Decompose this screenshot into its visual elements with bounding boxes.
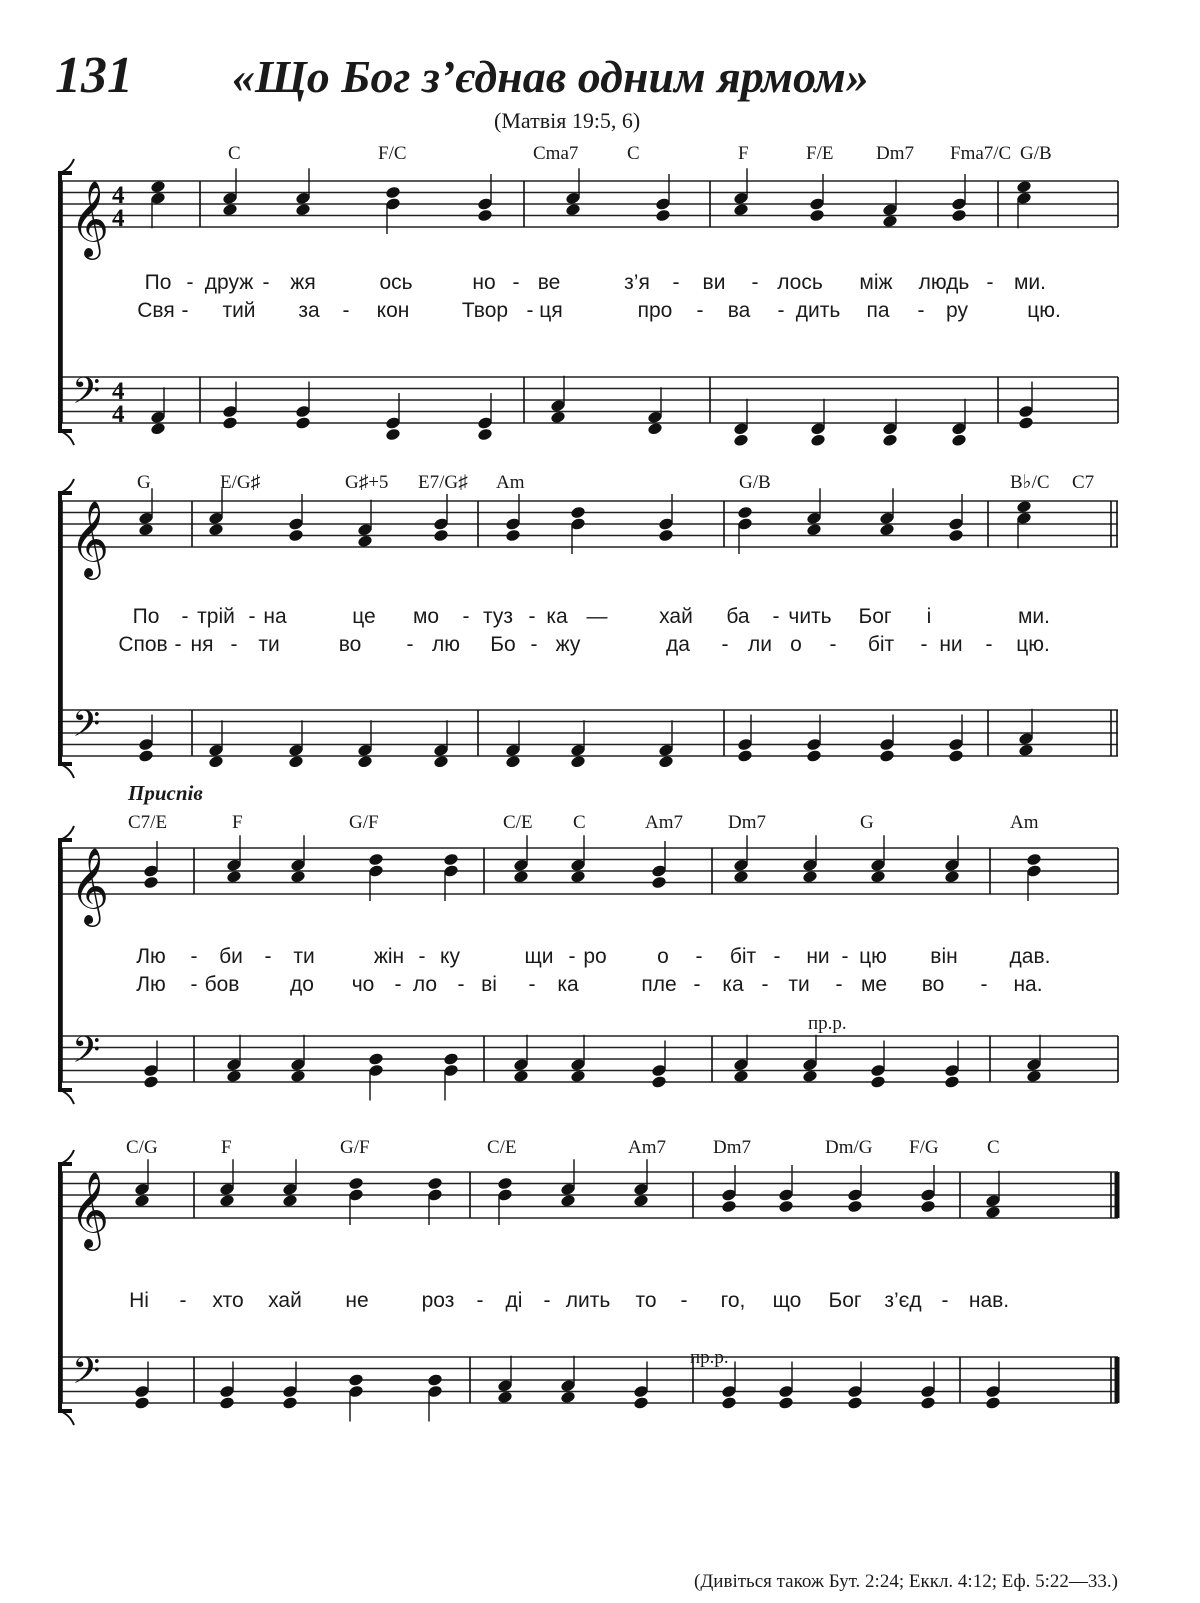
lyric-syllable: -: [568, 945, 576, 968]
treble-clef: 𝄞: [70, 1171, 110, 1248]
notehead: [647, 422, 663, 436]
notehead: [658, 755, 674, 769]
lyric-syllable: -: [693, 973, 701, 996]
notehead: [208, 755, 224, 769]
lyric-syllable: ни: [939, 633, 963, 656]
lyric-syllable: це: [352, 605, 376, 628]
lyric-syllable: -: [462, 605, 470, 628]
notehead: [513, 870, 529, 884]
notehead: [733, 203, 749, 217]
chord-symbol: Cma7: [533, 143, 579, 164]
bracket-hook: [60, 1411, 74, 1425]
lyric-syllable: па: [866, 299, 890, 322]
notehead: [570, 755, 586, 769]
notehead: [357, 755, 373, 769]
time-signature-top: 4: [112, 182, 125, 209]
scripture-reference: (Матвія 19:5, 6): [494, 108, 641, 133]
chord-symbol: F: [221, 1137, 232, 1158]
lyric-syllable: -: [920, 633, 928, 656]
notehead: [357, 534, 373, 548]
notehead: [658, 528, 674, 542]
lyric-syllable: ти: [293, 945, 315, 968]
lyric-syllable: трій: [197, 605, 235, 628]
lyric-syllable: біт: [729, 945, 757, 968]
notehead: [985, 1205, 1001, 1219]
notehead: [348, 1176, 364, 1190]
chord-symbol: F: [738, 143, 749, 164]
treble-clef: 𝄞: [70, 847, 110, 924]
lyric-syllable: людь: [918, 271, 970, 294]
chord-symbol: G/B: [1020, 143, 1052, 164]
notehead: [948, 528, 964, 542]
bracket-hook: [60, 431, 74, 445]
chord-symbol: E/G♯: [220, 472, 261, 493]
lyric-syllable: -: [186, 271, 194, 294]
lyric-syllable: між: [859, 271, 893, 294]
lyric-syllable: Ні: [129, 1289, 149, 1312]
chord-symbol: Fma7/C: [950, 143, 1012, 164]
lyric-syllable: но: [472, 271, 496, 294]
lyric-syllable: -: [230, 633, 238, 656]
lyric-syllable: ба: [726, 605, 750, 628]
chord-symbol: C: [627, 143, 640, 164]
lyric-syllable: -: [190, 945, 198, 968]
notehead: [737, 505, 753, 519]
lyric-syllable: ти: [258, 633, 280, 656]
lyric-syllable: хто: [212, 1289, 244, 1312]
chord-symbol: F/E: [806, 143, 834, 164]
chord-symbol: Am: [496, 472, 525, 493]
notehead: [138, 523, 154, 537]
notehead: [497, 1390, 513, 1404]
notehead: [427, 1373, 443, 1387]
lyric-syllable: про: [637, 299, 673, 322]
lyric-syllable: цю.: [1027, 299, 1061, 322]
notehead: [134, 1194, 150, 1208]
notehead: [737, 749, 753, 763]
lyric-syllable: -: [181, 299, 189, 322]
notehead: [655, 208, 671, 222]
lyric-syllable: ро: [583, 945, 607, 968]
lyric-syllable: ли: [748, 633, 772, 656]
lyric-syllable: -: [986, 271, 994, 294]
notehead: [222, 416, 238, 430]
notehead: [290, 870, 306, 884]
notehead: [348, 1373, 364, 1387]
bracket-hook: [60, 159, 74, 173]
lyric-syllable: -: [917, 299, 925, 322]
chord-symbol: C7: [1072, 472, 1095, 493]
notehead: [138, 749, 154, 763]
lyric-syllable: Лю: [136, 945, 166, 968]
performance-annotation: пр.р.: [690, 1347, 729, 1368]
lyric-syllable: -: [528, 605, 536, 628]
chord-symbol: Dm7: [713, 1137, 751, 1158]
lyric-syllable: -: [181, 605, 189, 628]
chord-symbol: G: [860, 812, 874, 833]
lyric-syllable: -: [777, 299, 785, 322]
notehead: [560, 1194, 576, 1208]
lyric-syllable: друж: [204, 271, 254, 294]
notehead: [879, 749, 895, 763]
song-title: «Що Бог з’єднав одним ярмом»: [232, 51, 869, 102]
notehead: [944, 1075, 960, 1089]
lyric-syllable: -: [457, 973, 465, 996]
notehead: [633, 1194, 649, 1208]
lyric-syllable: -: [721, 633, 729, 656]
lyric-syllable: ве: [537, 271, 561, 294]
chord-symbol: Dm7: [876, 143, 914, 164]
notehead: [150, 180, 166, 194]
lyric-syllable: ось: [379, 271, 413, 294]
lyric-syllable: -: [773, 945, 781, 968]
lyric-syllable: -: [179, 1289, 187, 1312]
notehead: [847, 1199, 863, 1213]
notehead: [226, 870, 242, 884]
notehead: [433, 528, 449, 542]
lyric-syllable: лю: [431, 633, 461, 656]
lyric-syllable: -: [980, 973, 988, 996]
footer-references: (Дивіться також Бут. 2:24; Еккл. 4:12; Еф. 5:22—33.): [694, 1571, 1118, 1592]
lyric-syllable: Лю: [136, 973, 166, 996]
notehead: [565, 203, 581, 217]
notehead: [433, 755, 449, 769]
lyric-syllable: на: [263, 605, 287, 628]
lyric-syllable: лить: [565, 1289, 611, 1312]
notehead: [443, 1052, 459, 1066]
lyric-syllable: ка: [546, 605, 568, 628]
lyric-syllable: ка: [557, 973, 579, 996]
notehead: [920, 1396, 936, 1410]
lyric-syllable: що: [772, 1289, 802, 1312]
notehead: [721, 1396, 737, 1410]
notehead: [651, 875, 667, 889]
chord-symbol: G♯+5: [345, 472, 389, 493]
lyric-syllable: ня: [190, 633, 214, 656]
chord-symbol: C/E: [487, 1137, 517, 1158]
chord-symbol: C: [228, 143, 241, 164]
lyric-syllable: дав.: [1009, 945, 1051, 968]
lyric-syllable: -: [512, 271, 520, 294]
lyric-syllable: туз: [483, 605, 513, 628]
notehead: [733, 1069, 749, 1083]
notehead: [985, 1396, 1001, 1410]
chord-symbol: Am7: [645, 812, 683, 833]
notehead: [550, 410, 566, 424]
lyric-syllable: тий: [222, 299, 256, 322]
lyric-syllable: -: [248, 605, 256, 628]
lyric-syllable: ме: [860, 973, 888, 996]
lyric-syllable: ми.: [1017, 605, 1051, 628]
lyric-syllable: він: [930, 945, 958, 968]
lyric-syllable: ви: [702, 271, 726, 294]
chord-symbol: C/G: [126, 1137, 158, 1158]
lyric-syllable: з’я: [624, 271, 650, 294]
notehead: [570, 1069, 586, 1083]
notehead: [721, 1199, 737, 1213]
notehead: [134, 1396, 150, 1410]
song-number: 131: [55, 47, 133, 104]
performance-annotation: пр.р.: [808, 1013, 847, 1034]
lyric-syllable: о: [657, 945, 669, 968]
notehead: [226, 1069, 242, 1083]
lyric-syllable: По: [132, 605, 160, 628]
lyric-syllable: -: [530, 633, 538, 656]
lyric-syllable: —: [586, 605, 608, 628]
notehead: [802, 1069, 818, 1083]
lyric-syllable: ка: [722, 973, 744, 996]
lyric-syllable: -: [476, 1289, 484, 1312]
notehead: [282, 1396, 298, 1410]
notehead: [282, 1194, 298, 1208]
lyric-syllable: -: [941, 1289, 949, 1312]
chord-symbol: C: [573, 812, 586, 833]
notehead: [143, 1075, 159, 1089]
lyric-syllable: лось: [777, 271, 823, 294]
notehead: [810, 433, 826, 447]
bracket-hook: [60, 826, 74, 840]
lyric-syllable: жу: [555, 633, 581, 656]
lyric-syllable: кон: [376, 299, 410, 322]
notehead: [806, 523, 822, 537]
lyric-syllable: би: [219, 945, 243, 968]
notehead: [806, 749, 822, 763]
lyric-syllable: мо: [412, 605, 440, 628]
notehead: [477, 427, 493, 441]
lyric-syllable: цю: [859, 945, 887, 968]
notehead: [560, 1390, 576, 1404]
lyric-syllable: По: [144, 271, 172, 294]
lyric-syllable: ця: [539, 299, 563, 322]
notehead: [443, 852, 459, 866]
lyric-syllable: біт: [867, 633, 895, 656]
chord-symbol: C: [987, 1137, 1000, 1158]
notehead: [920, 1199, 936, 1213]
lyric-syllable: чить: [788, 605, 832, 628]
bracket-hook: [60, 479, 74, 493]
notehead: [951, 433, 967, 447]
chord-symbol: G/B: [739, 472, 771, 493]
lyric-syllable: -: [985, 633, 993, 656]
notehead: [219, 1396, 235, 1410]
notehead: [951, 208, 967, 222]
lyric-syllable: -: [835, 973, 843, 996]
notehead: [505, 528, 521, 542]
lyric-syllable: -: [342, 299, 350, 322]
notehead: [870, 870, 886, 884]
lyric-syllable: Бо: [490, 633, 516, 656]
lyric-syllable: ді: [505, 1289, 523, 1312]
bass-clef: 𝄢: [72, 370, 101, 421]
time-signature-top: 4: [112, 378, 125, 405]
notehead: [1026, 1069, 1042, 1083]
notehead: [497, 1176, 513, 1190]
lyric-syllable: -: [696, 299, 704, 322]
lyric-syllable: о: [790, 633, 802, 656]
notehead: [809, 208, 825, 222]
notehead: [385, 427, 401, 441]
bracket-hook: [60, 1150, 74, 1164]
lyric-syllable: чо: [351, 973, 375, 996]
chorus-label: Приспів: [128, 781, 203, 805]
lyric-syllable: -: [190, 973, 198, 996]
lyric-syllable: до: [290, 973, 314, 996]
notehead: [778, 1199, 794, 1213]
chord-symbol: F/C: [378, 143, 407, 164]
lyric-syllable: -: [751, 271, 759, 294]
lyric-syllable: -: [526, 299, 534, 322]
chord-symbol: Dm/G: [825, 1137, 873, 1158]
bracket-hook: [60, 1090, 74, 1104]
chord-symbol: E7/G♯: [418, 472, 468, 493]
lyric-syllable: нав.: [968, 1289, 1010, 1312]
notehead: [802, 870, 818, 884]
notehead: [1016, 180, 1032, 194]
lyric-syllable: -: [680, 1289, 688, 1312]
notehead: [288, 528, 304, 542]
notehead: [882, 433, 898, 447]
chord-symbol: C/E: [503, 812, 533, 833]
treble-clef: 𝄞: [70, 180, 110, 257]
lyric-syllable: жін: [373, 945, 405, 968]
lyric-syllable: -: [761, 973, 769, 996]
notehead: [295, 203, 311, 217]
notehead: [290, 1069, 306, 1083]
treble-clef: 𝄞: [70, 500, 110, 577]
notehead: [944, 870, 960, 884]
chord-symbol: F: [232, 812, 243, 833]
lyric-syllable: Бог: [828, 1289, 862, 1312]
notehead: [295, 416, 311, 430]
lyric-syllable: во: [921, 973, 945, 996]
lyric-syllable: хай: [268, 1289, 302, 1312]
lyric-syllable: то: [635, 1289, 657, 1312]
time-signature-bottom: 4: [112, 205, 125, 232]
lyric-syllable: на.: [1013, 973, 1043, 996]
notehead: [870, 1075, 886, 1089]
notehead: [948, 749, 964, 763]
notehead: [368, 1052, 384, 1066]
notehead: [513, 1069, 529, 1083]
lyric-syllable: ві: [481, 973, 497, 996]
lyric-syllable: -: [394, 973, 402, 996]
chord-symbol: B♭/C: [1010, 472, 1050, 493]
notehead: [150, 422, 166, 436]
bass-clef: 𝄢: [72, 703, 101, 754]
lyric-syllable: ку: [440, 945, 460, 968]
chord-symbol: G/F: [349, 812, 379, 833]
lyric-syllable: -: [406, 633, 414, 656]
lyric-syllable: роз: [421, 1289, 455, 1312]
notehead: [1026, 852, 1042, 866]
notehead: [385, 185, 401, 199]
notehead: [477, 208, 493, 222]
notehead: [633, 1396, 649, 1410]
chord-symbol: C7/E: [128, 812, 168, 833]
lyric-syllable: Спов: [118, 633, 168, 656]
notehead: [778, 1396, 794, 1410]
lyric-syllable: -: [174, 633, 182, 656]
lyric-syllable: -: [829, 633, 837, 656]
notehead: [651, 1075, 667, 1089]
lyric-syllable: Бог: [858, 605, 892, 628]
notehead: [219, 1194, 235, 1208]
notehead: [505, 755, 521, 769]
time-signature-bottom: 4: [112, 401, 125, 428]
bracket-hook: [60, 764, 74, 778]
notehead: [1018, 743, 1034, 757]
lyric-syllable: за: [298, 299, 320, 322]
notehead: [1018, 416, 1034, 430]
lyric-syllable: щи: [524, 945, 554, 968]
lyric-syllable: -: [418, 945, 426, 968]
notehead: [570, 870, 586, 884]
lyric-syllable: -: [264, 945, 272, 968]
notehead: [1016, 500, 1032, 514]
lyric-syllable: з’єд: [884, 1289, 922, 1312]
lyric-syllable: дить: [795, 299, 841, 322]
lyric-syllable: Твор: [461, 299, 509, 322]
chord-symbol: G/F: [340, 1137, 370, 1158]
notehead: [733, 433, 749, 447]
bass-clef: 𝄢: [72, 1350, 101, 1401]
lyric-syllable: во: [338, 633, 362, 656]
chord-symbol: Am7: [628, 1137, 666, 1158]
lyric-syllable: -: [543, 1289, 551, 1312]
lyric-syllable: да: [666, 633, 690, 656]
lyric-syllable: ва: [727, 299, 751, 322]
lyric-syllable: ни: [806, 945, 830, 968]
lyric-syllable: хай: [659, 605, 693, 628]
lyric-syllable: го,: [720, 1289, 746, 1312]
lyric-syllable: -: [672, 271, 680, 294]
lyric-syllable: -: [262, 271, 270, 294]
notehead: [879, 523, 895, 537]
lyric-syllable: ру: [946, 299, 968, 322]
lyric-syllable: Свя: [137, 299, 175, 322]
lyric-syllable: -: [772, 605, 780, 628]
notehead: [143, 875, 159, 889]
lyric-syllable: і: [926, 605, 932, 628]
lyric-syllable: цю.: [1016, 633, 1050, 656]
chord-symbol: Am: [1010, 812, 1039, 833]
chord-symbol: Dm7: [728, 812, 766, 833]
lyric-syllable: ти: [788, 973, 810, 996]
notehead: [288, 755, 304, 769]
chord-symbol: F/G: [909, 1137, 939, 1158]
chord-symbol: G: [137, 472, 151, 493]
notehead: [733, 870, 749, 884]
lyric-syllable: ло: [412, 973, 438, 996]
notehead: [570, 505, 586, 519]
lyric-syllable: бов: [204, 973, 240, 996]
lyric-syllable: -: [695, 945, 703, 968]
lyric-syllable: не: [345, 1289, 369, 1312]
lyric-syllable: пле: [641, 973, 677, 996]
notehead: [208, 523, 224, 537]
lyric-syllable: -: [528, 973, 536, 996]
notehead: [847, 1396, 863, 1410]
notehead: [368, 852, 384, 866]
lyric-syllable: жя: [290, 271, 316, 294]
notehead: [222, 203, 238, 217]
lyric-syllable: -: [841, 945, 849, 968]
lyric-syllable: ми.: [1013, 271, 1047, 294]
bass-clef: 𝄢: [72, 1029, 101, 1080]
notehead: [882, 214, 898, 228]
notehead: [427, 1176, 443, 1190]
